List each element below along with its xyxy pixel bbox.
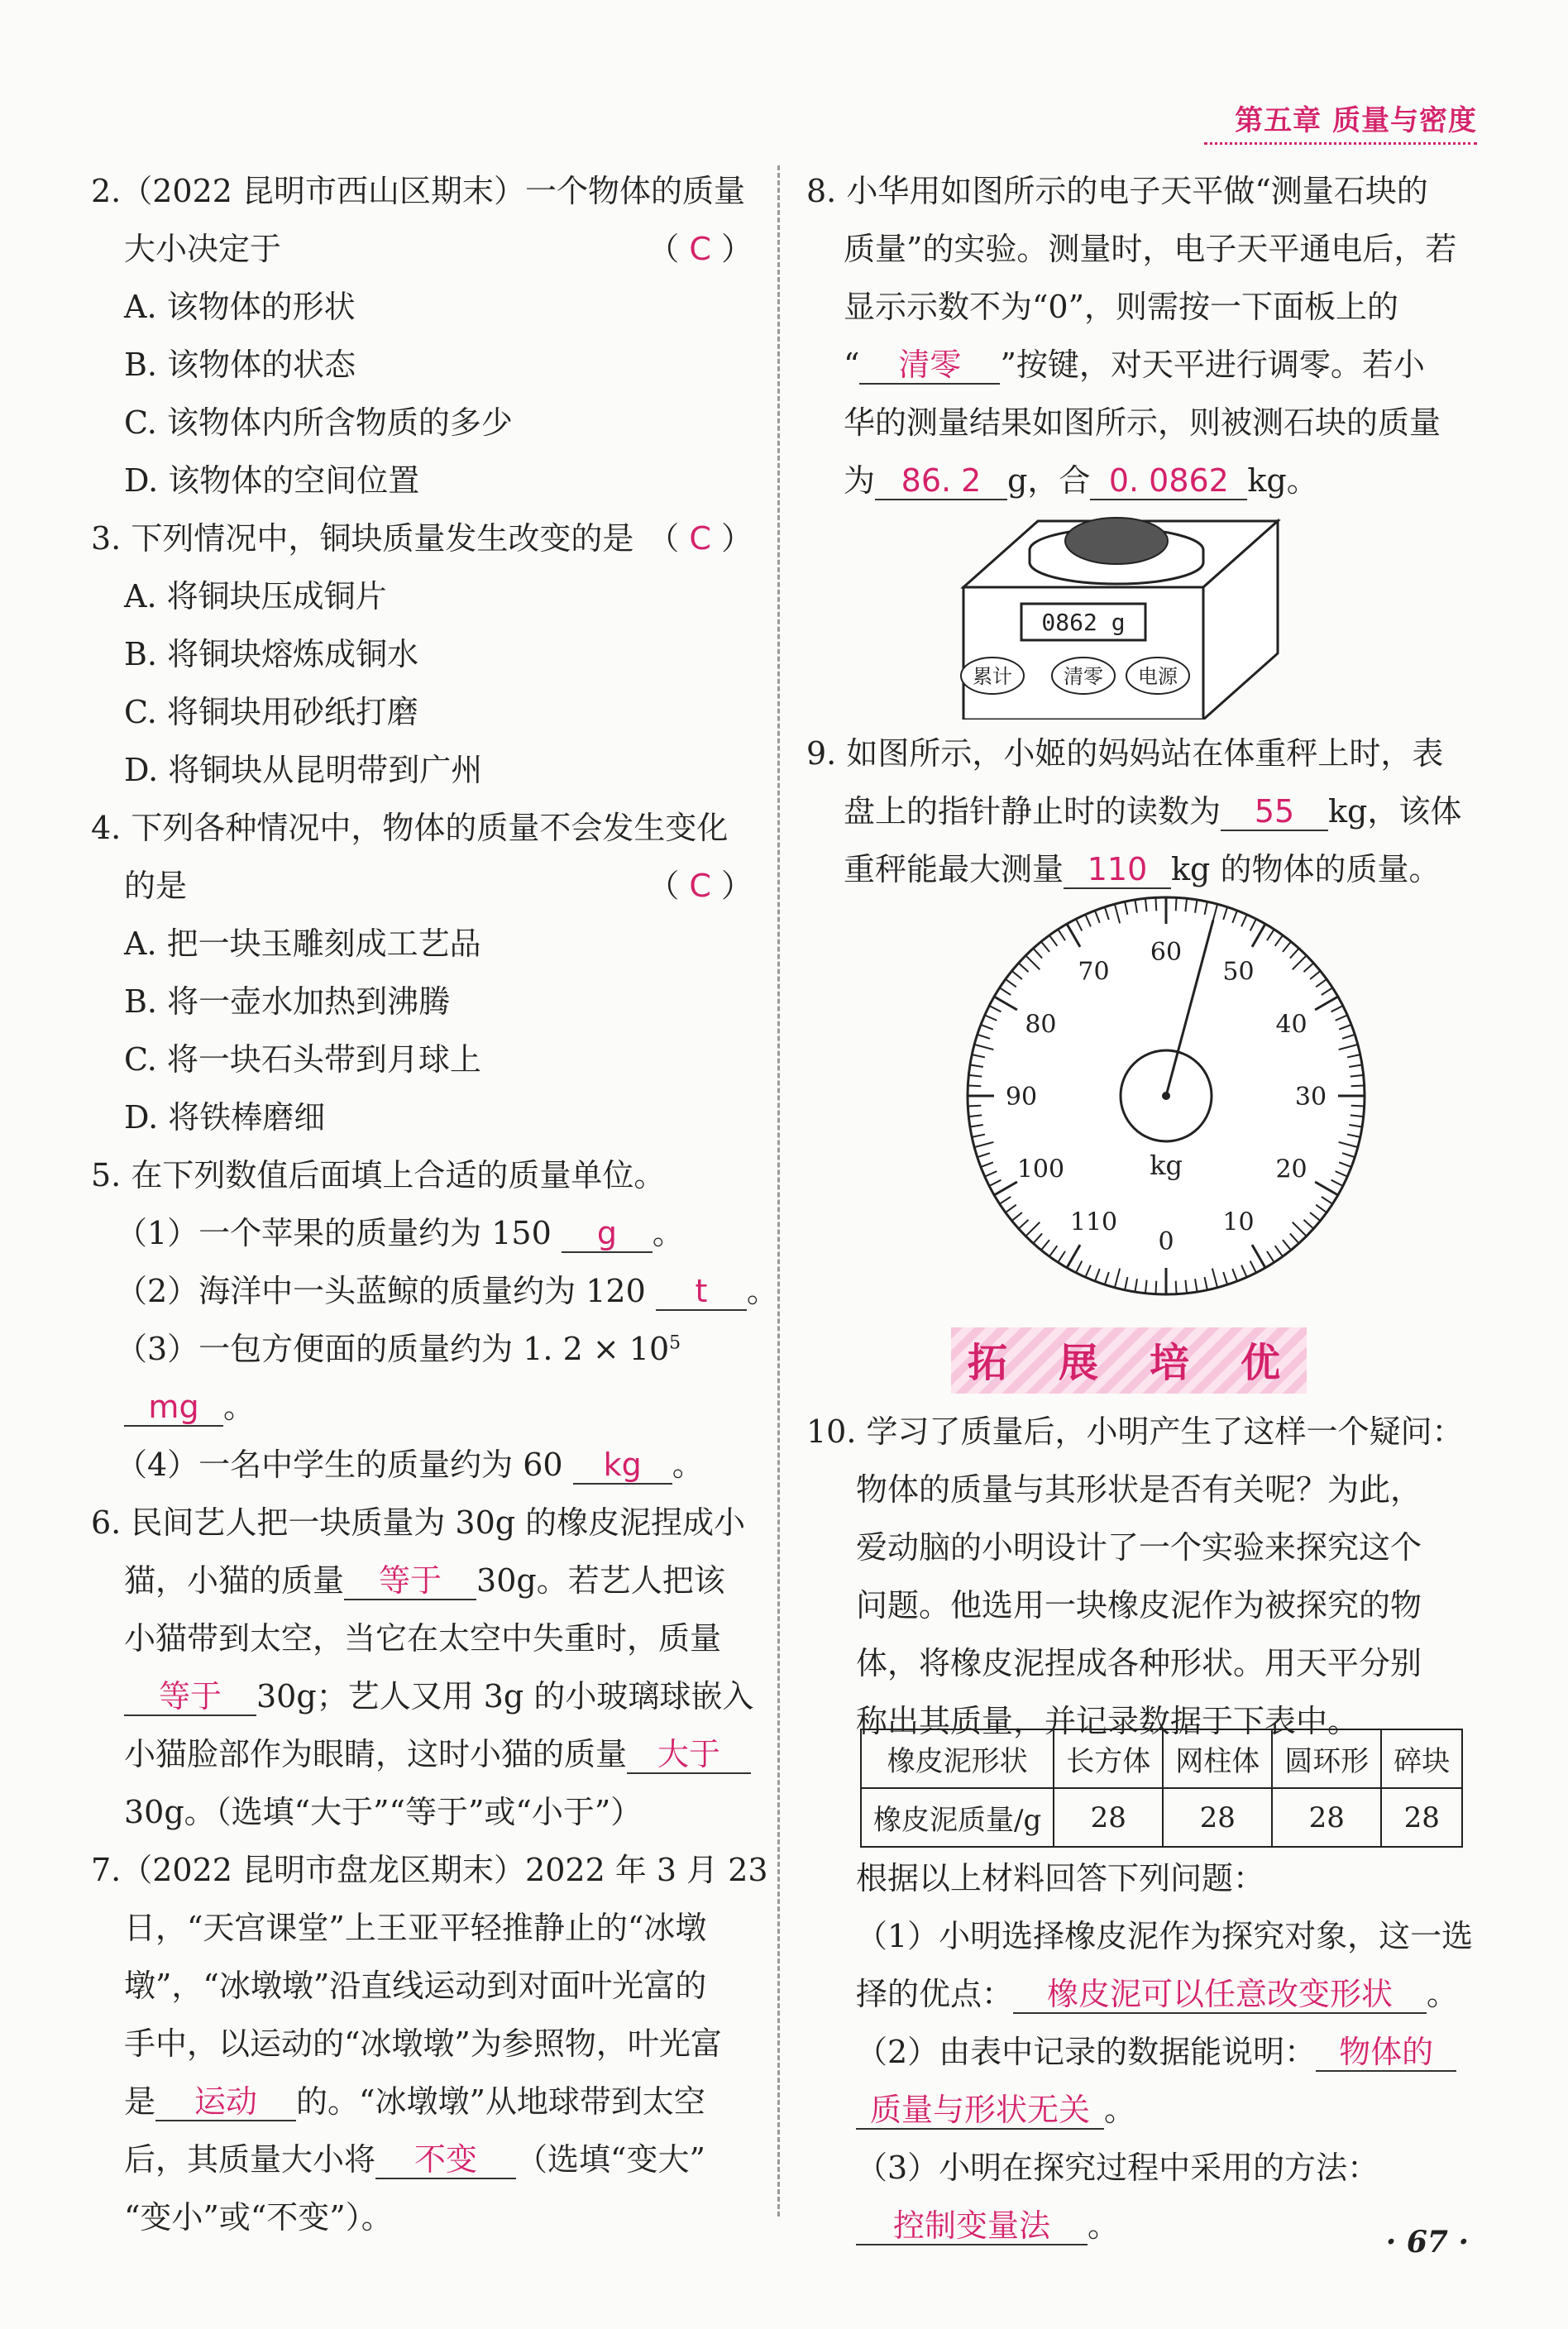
banner-char-4: 优 bbox=[1241, 1340, 1281, 1386]
q4-line1: 4. 下列各种情况中，物体的质量不会发生变化 bbox=[91, 810, 729, 846]
chapter-header: 第五章 质量与密度 bbox=[1235, 104, 1477, 137]
table-cell: 28 bbox=[1054, 1788, 1163, 1847]
banner-char-1: 拓 bbox=[968, 1340, 1008, 1386]
button-tare: 清零 bbox=[1064, 665, 1103, 688]
display-reading: 0862 g bbox=[1041, 609, 1126, 636]
dial-tick-label: 60 bbox=[1150, 938, 1183, 967]
q7-answer2: 不变 bbox=[414, 2141, 478, 2178]
q2-line1: 2.（2022 昆明市西山区期末）一个物体的质量 bbox=[91, 173, 746, 209]
q7-line4: 手中，以运动的“冰墩墩”为参照物，叶光富 bbox=[124, 2025, 722, 2062]
q2-option-c: C. 该物体内所含物质的多少 bbox=[124, 404, 513, 441]
q3-option-b: B. 将铜块熔炼成铜水 bbox=[124, 636, 419, 672]
q9-line2: 盘上的指针静止时的读数为 55 kg，该体 bbox=[844, 793, 1462, 830]
q4-option-d: D. 将铁棒磨细 bbox=[124, 1099, 326, 1136]
dial-tick-label: 70 bbox=[1078, 957, 1110, 987]
weighing-scale-dial bbox=[943, 893, 1389, 1307]
q6-line6: 30g。（选填“大于”“等于”或“小于”） bbox=[124, 1794, 643, 1830]
button-accumulate: 累计 bbox=[973, 665, 1012, 688]
q5-part3-blank: mg 。 bbox=[124, 1381, 255, 1427]
dial-tick bbox=[1155, 897, 1156, 911]
q10-line1: 10. 学习了质量后，小明产生了这样一个疑问： bbox=[806, 1413, 1464, 1450]
dial-tick bbox=[1176, 897, 1177, 911]
electronic-balance-figure bbox=[955, 480, 1286, 720]
q4-answer: C bbox=[689, 868, 711, 904]
q8-answer1: 清零 bbox=[898, 347, 962, 383]
dial-tick bbox=[968, 1085, 981, 1086]
table-cell: 28 bbox=[1381, 1788, 1462, 1847]
dial-tick-label: 30 bbox=[1294, 1083, 1327, 1112]
q2-option-d: D. 该物体的空间位置 bbox=[124, 462, 420, 499]
table-cell: 橡皮泥质量/g bbox=[861, 1788, 1054, 1847]
q9-line1: 9. 如图所示，小姬的妈妈站在体重秤上时，表 bbox=[806, 735, 1444, 772]
q8-answer2: 86. 2 bbox=[901, 462, 982, 499]
extension-banner bbox=[951, 1327, 1307, 1394]
table-header-cell: 橡皮泥形状 bbox=[861, 1729, 1054, 1788]
dial-tick-label: 100 bbox=[1016, 1155, 1065, 1184]
q2-answer: C bbox=[689, 231, 711, 267]
table-cell: 28 bbox=[1272, 1788, 1381, 1847]
q10-answer2b: 质量与形状无关 bbox=[869, 2092, 1090, 2128]
dial-unit: kg bbox=[1150, 1150, 1183, 1181]
q5-line1: 5. 在下列数值后面填上合适的质量单位。 bbox=[91, 1157, 666, 1193]
q7-line6: 后，其质量大小将 不变 （选填“变大” bbox=[124, 2141, 705, 2178]
q6-line1: 6. 民间艺人把一块质量为 30g 的橡皮泥捏成小 bbox=[91, 1504, 746, 1541]
dial-tick-label: 20 bbox=[1275, 1155, 1307, 1184]
q10-part1: （1）小明选择橡皮泥作为探究对象，这一选 bbox=[856, 1918, 1474, 1954]
dial-tick-label: 80 bbox=[1025, 1010, 1057, 1040]
banner-char-2: 展 bbox=[1059, 1340, 1099, 1386]
button-power: 电源 bbox=[1138, 665, 1178, 688]
q8-line4: “ 清零 ”按键，对天平进行调零。若小 bbox=[844, 347, 1425, 383]
q8-answer3: 0. 0862 bbox=[1108, 462, 1229, 499]
q6-answer1: 等于 bbox=[379, 1562, 442, 1599]
column-divider bbox=[777, 165, 780, 2217]
dial-tick bbox=[1155, 1281, 1156, 1294]
clay-mass-table bbox=[860, 1729, 1463, 1848]
q10-line2: 物体的质量与其形状是否有关呢？为此， bbox=[856, 1471, 1422, 1508]
header-underline bbox=[1204, 137, 1477, 145]
q5-answer2: t bbox=[695, 1273, 708, 1309]
q8-line5: 华的测量结果如图所示，则被测石块的质量 bbox=[844, 404, 1441, 441]
q10-part1-answer: 择的优点： 橡皮泥可以任意改变形状 。 bbox=[856, 1976, 1459, 2012]
q10-part2: （2）由表中记录的数据能说明： 物体的 bbox=[856, 2026, 1456, 2072]
q4-answer-paren: （ C ） bbox=[648, 868, 753, 904]
q7-line3: 墩”，“冰墩墩”沿直线运动到对面叶光富的 bbox=[124, 1968, 707, 2004]
q6-line5: 小猫脸部作为眼睛，这时小猫的质量 大于 bbox=[124, 1729, 751, 1774]
q10-line6: 称出其质量，并记录数据于下表中。 bbox=[856, 1703, 1360, 1739]
table-header-cell: 网柱体 bbox=[1163, 1729, 1272, 1788]
dial-tick bbox=[1176, 1281, 1177, 1294]
q10-answer1: 橡皮泥可以任意改变形状 bbox=[1047, 1976, 1394, 2012]
q5-part1: （1）一个苹果的质量约为 150 g 。 bbox=[116, 1215, 684, 1251]
q10-answer2a: 物体的 bbox=[1339, 2034, 1434, 2070]
q3-option-a: A. 将铜块压成铜片 bbox=[124, 578, 387, 615]
q10-line3: 爱动脑的小明设计了一个实验来探究这个 bbox=[856, 1529, 1422, 1566]
q10-line4: 问题。他选用一块橡皮泥作为被探究的物 bbox=[856, 1587, 1422, 1624]
q2-answer-paren: （ C ） bbox=[648, 231, 753, 267]
q7-line5: 是 运动 的。“冰墩墩”从地球带到太空 bbox=[124, 2083, 705, 2120]
q5-answer3: mg bbox=[148, 1389, 199, 1425]
page-number: · 67 · bbox=[1385, 2225, 1469, 2260]
table-row bbox=[861, 1788, 1462, 1847]
dial-tick-label: 50 bbox=[1222, 957, 1255, 987]
q10-answer3: 控制变量法 bbox=[892, 2207, 1050, 2244]
q4-option-c: C. 将一块石头带到月球上 bbox=[124, 1041, 481, 1078]
q6-answer2: 等于 bbox=[158, 1678, 222, 1714]
q9-answer1: 55 bbox=[1254, 793, 1295, 830]
q10-prompt: 根据以上材料回答下列问题： bbox=[856, 1860, 1265, 1896]
q9-line3: 重秤能最大测量 110 kg 的物体的质量。 bbox=[844, 851, 1441, 887]
q3-answer-paren: （ C ） bbox=[648, 520, 753, 557]
q3-line1: 3. 下列情况中，铜块质量发生改变的是 bbox=[91, 520, 634, 557]
table-row bbox=[861, 1729, 1462, 1788]
q6-line2: 猫，小猫的质量 等于 30g。若艺人把该 bbox=[124, 1562, 725, 1599]
q5-part2: （2）海洋中一头蓝鲸的质量约为 120 t 。 bbox=[116, 1273, 778, 1309]
dial-tick bbox=[1351, 1106, 1365, 1107]
table-header-cell: 碎块 bbox=[1381, 1729, 1462, 1788]
q6-line4: 等于 30g；艺人又用 3g 的小玻璃球嵌入 bbox=[124, 1671, 753, 1716]
q8-line3: 显示示数不为“0”，则需按一下面板上的 bbox=[844, 289, 1399, 325]
q8-line2: 质量”的实验。测量时，电子天平通电后，若 bbox=[844, 231, 1457, 267]
q2-option-b: B. 该物体的状态 bbox=[124, 347, 356, 383]
dial-tick-label: 110 bbox=[1069, 1208, 1118, 1237]
q4-line2: 的是 bbox=[124, 868, 188, 904]
q3-option-d: D. 将铜块从昆明带到广州 bbox=[124, 752, 483, 788]
q10-part3-answer: 控制变量法 。 bbox=[856, 2200, 1119, 2245]
table-cell: 28 bbox=[1163, 1788, 1272, 1847]
dial-tick bbox=[1351, 1085, 1365, 1086]
table-header-cell: 长方体 bbox=[1054, 1729, 1163, 1788]
banner-char-3: 培 bbox=[1150, 1340, 1190, 1386]
q8-line1: 8. 小华用如图所示的电子天平做“测量石块的 bbox=[806, 173, 1428, 209]
dial-tick-label: 10 bbox=[1222, 1208, 1255, 1237]
dial-tick-label: 40 bbox=[1275, 1010, 1307, 1040]
table-header-cell: 圆环形 bbox=[1272, 1729, 1381, 1788]
dial-tick-label: 90 bbox=[1005, 1083, 1038, 1112]
q4-option-b: B. 将一壶水加热到沸腾 bbox=[124, 983, 451, 1020]
q8-line6: 为 86. 2 g，合 0. 0862 kg。 bbox=[844, 462, 1318, 499]
q5-answer4: kg bbox=[603, 1447, 642, 1483]
q5-part4: （4）一名中学生的质量约为 60 kg 。 bbox=[116, 1447, 704, 1483]
dial-tick-label: 0 bbox=[1158, 1227, 1174, 1256]
dial-tick bbox=[968, 1106, 981, 1107]
q5-answer1: g bbox=[596, 1215, 617, 1251]
q7-line7: “变小”或“不变”）。 bbox=[124, 2199, 393, 2236]
stone-block bbox=[1065, 518, 1168, 564]
q3-answer: C bbox=[689, 520, 711, 557]
q5-part3: （3）一包方便面的质量约为 1. $2 \times 10^5$ bbox=[116, 1331, 681, 1367]
q6-line3: 小猫带到太空，当它在太空中失重时，质量 bbox=[124, 1620, 722, 1657]
q7-line2: 日，“天宫课堂”上王亚平轻推静止的“冰墩 bbox=[124, 1910, 707, 1946]
q6-answer3: 大于 bbox=[657, 1736, 721, 1772]
q7-answer1: 运动 bbox=[194, 2083, 258, 2120]
q10-line5: 体，将橡皮泥捏成各种形状。用天平分别 bbox=[856, 1645, 1422, 1681]
q2-line2: 大小决定于 bbox=[124, 231, 282, 267]
q10-part2-cont: 质量与形状无关 。 bbox=[856, 2084, 1135, 2130]
q2-option-a: A. 该物体的形状 bbox=[124, 289, 356, 325]
q4-option-a: A. 把一块玉雕刻成工艺品 bbox=[124, 925, 481, 962]
q3-option-c: C. 将铜块用砂纸打磨 bbox=[124, 694, 418, 730]
q10-part3: （3）小明在探究过程中采用的方法： bbox=[856, 2150, 1379, 2186]
q7-line1: 7.（2022 昆明市盘龙区期末）2022 年 3 月 23 bbox=[91, 1852, 768, 1888]
q9-answer2: 110 bbox=[1087, 851, 1148, 887]
